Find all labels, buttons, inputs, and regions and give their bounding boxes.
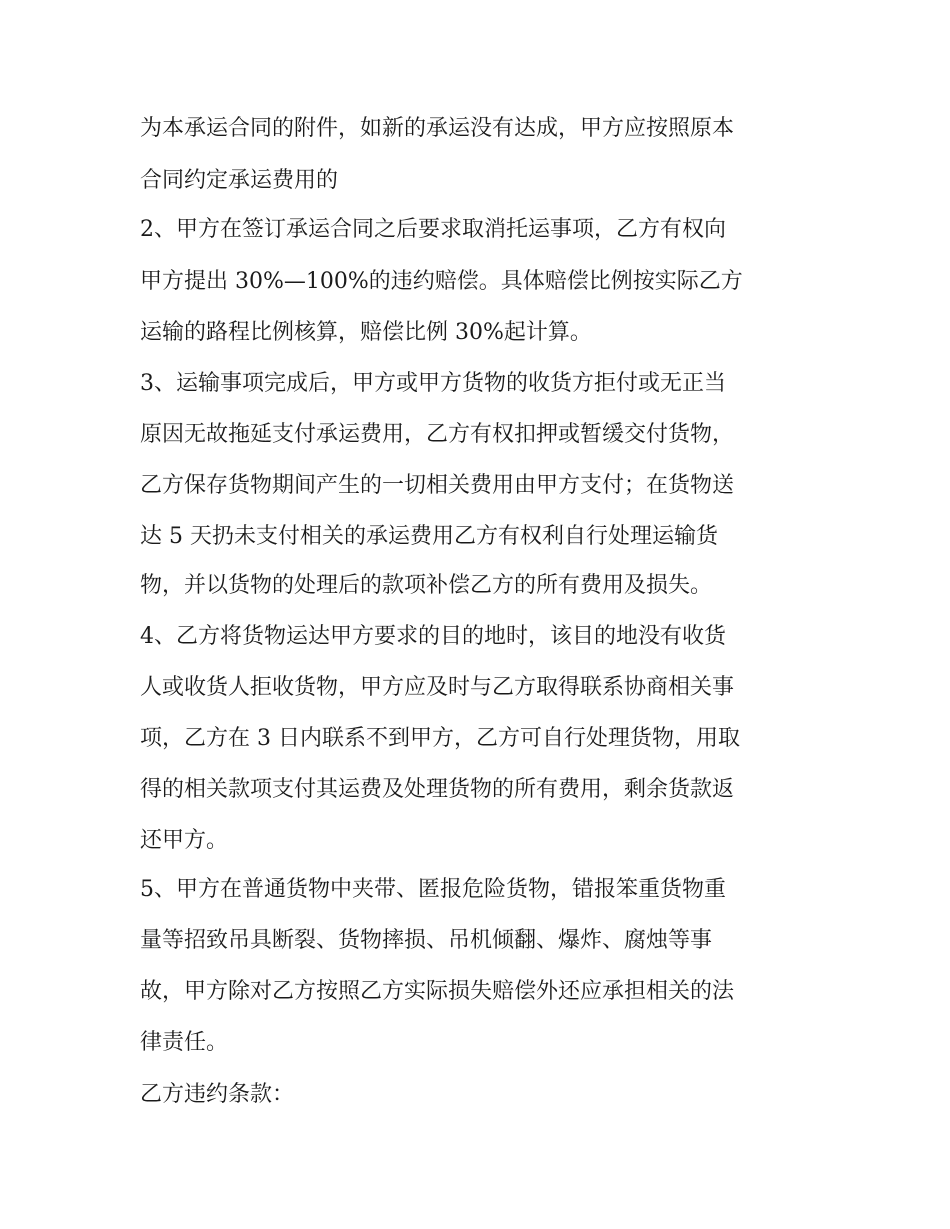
text-line: 乙方保存货物期间产生的一切相关费用由甲方支付；在货物送 [140, 473, 735, 498]
text-line: 甲方提出 30%—100%的违约赔偿。具体赔偿比例按实际乙方 [140, 269, 743, 294]
text-line: 乙方违约条款： [140, 1082, 295, 1107]
text-line: 物，并以货物的处理后的款项补偿乙方的所有费用及损失。 [140, 573, 713, 598]
text-line: 律责任。 [140, 1030, 229, 1055]
text-line: 项，乙方在 3 日内联系不到甲方，乙方可自行处理货物，用取 [140, 726, 740, 751]
text-line: 为本承运合同的附件，如新的承运没有达成，甲方应按照原本 [140, 116, 735, 141]
text-line: 合同约定承运费用的 [140, 168, 339, 193]
text-line: 2、甲方在签订承运合同之后要求取消托运事项，乙方有权向 [140, 217, 726, 242]
text-line: 故，甲方除对乙方按照乙方实际损失赔偿外还应承担相关的法 [140, 979, 735, 1004]
text-line: 5、甲方在普通货物中夹带、匿报危险货物，错报笨重货物重 [140, 877, 726, 902]
text-line: 还甲方。 [140, 828, 229, 853]
text-line: 得的相关款项支付其运费及处理货物的所有费用，剩余货款返 [140, 777, 735, 802]
text-line: 3、运输事项完成后，甲方或甲方货物的收货方拒付或无正当 [140, 371, 726, 396]
text-line: 人或收货人拒收货物，甲方应及时与乙方取得联系协商相关事 [140, 675, 735, 700]
text-line: 4、乙方将货物运达甲方要求的目的地时，该目的地没有收货 [140, 624, 726, 649]
text-line: 原因无故拖延支付承运费用，乙方有权扣押或暂缓交付货物， [140, 422, 735, 447]
text-line: 运输的路程比例核算，赔偿比例 30%起计算。 [140, 320, 592, 345]
text-line: 量等招致吊具断裂、货物摔损、吊机倾翻、爆炸、腐烛等事 [140, 928, 713, 953]
text-line: 达 5 天扔未支付相关的承运费用乙方有权利自行处理运输货 [140, 524, 718, 549]
